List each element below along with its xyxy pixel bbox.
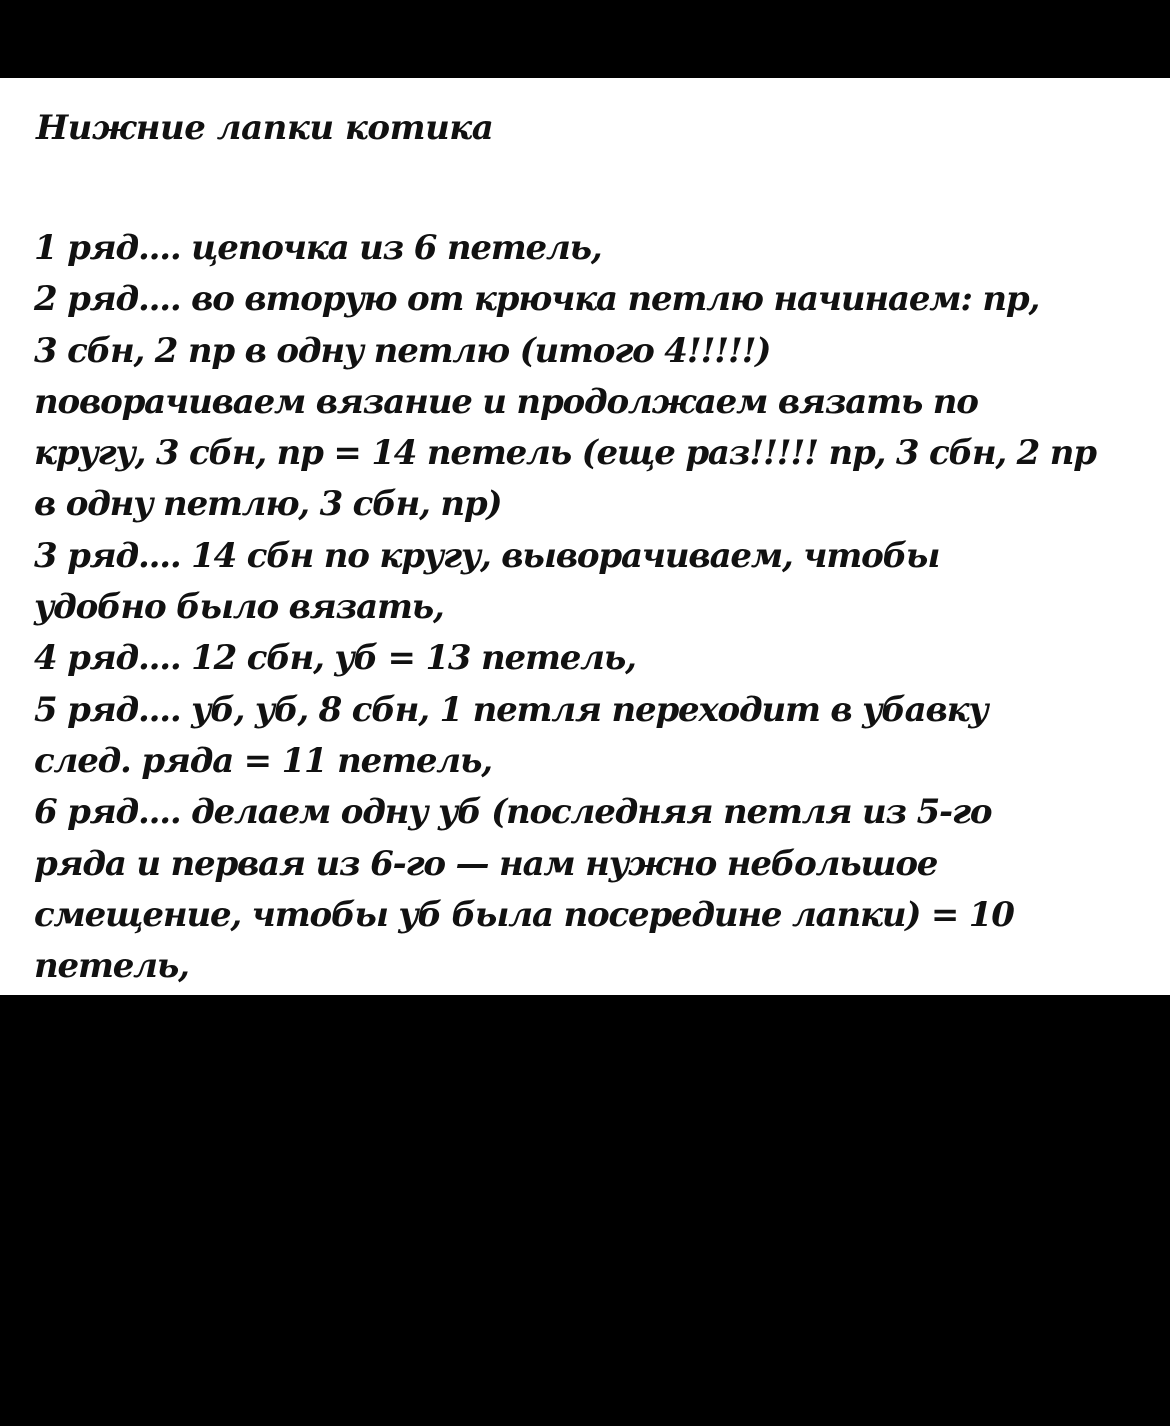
text-page: [0, 78, 1170, 995]
text-line: 5 ряд.... уб, уб, 8 сбн, 1 петля переходит в убавку: [34, 689, 988, 730]
text-line: 3 ряд.... 14 сбн по кругу, выворачиваем, чтобы: [34, 535, 940, 576]
page-title: Нижние лапки котика: [36, 108, 494, 148]
text-line: 6 ряд.... делаем одну уб (последняя петля из 5-го: [34, 792, 992, 833]
text-line: ряда и первая из 6-го — нам нужно небольшое: [34, 843, 938, 884]
text-line: 4 ряд.... 12 сбн, уб = 13 петель,: [34, 638, 636, 679]
bottom-black-bar: [0, 995, 1170, 1426]
text-line: в одну петлю, 3 сбн, пр): [34, 484, 502, 525]
top-black-bar: [0, 0, 1170, 78]
text-line: 1 ряд.... цепочка из 6 петель,: [34, 228, 602, 268]
text-line: кругу, 3 сбн, пр = 14 петель (еще раз!!!!! пр, 3 сбн, 2 пр: [34, 433, 1096, 474]
text-line: 2 ряд.... во вторую от крючка петлю начинаем: пр,: [34, 279, 1040, 320]
text-line: смещение, чтобы уб была посередине лапки) = 10: [34, 894, 1014, 935]
text-line: след. ряда = 11 петель,: [34, 740, 492, 781]
text-line: петель,: [34, 946, 189, 987]
text-line: поворачиваем вязание и продолжаем вязать по: [34, 381, 978, 422]
text-line: 3 сбн, 2 пр в одну петлю (итого 4!!!!!): [34, 330, 771, 371]
text-line: удобно было вязать,: [34, 587, 444, 628]
